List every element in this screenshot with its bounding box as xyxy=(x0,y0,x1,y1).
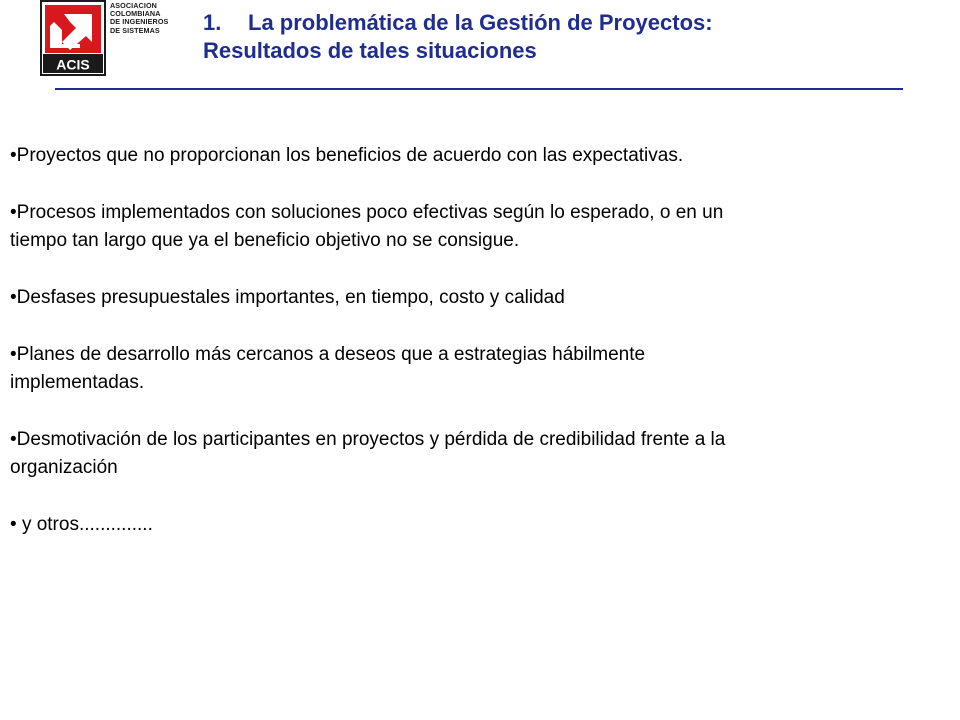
bullet-text: Procesos implementados con soluciones poco efectivas según lo esperado, o en un tiempo tan largo que ya el beneficio objetivo no se consigue. xyxy=(10,202,724,251)
bullet-item xyxy=(10,341,770,397)
bullet-marker: • xyxy=(10,145,17,166)
logo-org-line: DE SISTEMAS xyxy=(110,25,160,35)
bullet-text: Desmotivación de los participantes en proyectos y pérdida de credibilidad frente a la organización xyxy=(10,429,726,478)
bullet-list xyxy=(10,142,770,539)
title-number: 1. xyxy=(203,10,222,35)
title-divider xyxy=(55,88,903,90)
logo-org-name xyxy=(110,2,180,35)
bullet-marker: • xyxy=(10,287,17,308)
title-line-2: Resultados de tales situaciones xyxy=(203,38,537,63)
page-title xyxy=(203,9,713,65)
bullet-marker: • xyxy=(10,202,17,223)
bullet-text: Planes de desarrollo más cercanos a deseos que a estrategias hábilmente implementadas. xyxy=(10,344,646,393)
bullet-item xyxy=(10,426,770,482)
logo-org-line: DE INGENIEROS xyxy=(110,17,169,27)
acis-logo xyxy=(40,0,175,76)
bullet-text: y otros.............. xyxy=(21,514,153,535)
bullet-item xyxy=(10,142,770,170)
bullet-marker: • xyxy=(10,514,22,535)
bullet-item xyxy=(10,284,770,312)
logo-org-line: ASOCIACION xyxy=(110,1,157,10)
bullet-marker: • xyxy=(10,344,17,365)
bullet-item xyxy=(10,511,770,539)
bullet-item xyxy=(10,199,770,255)
logo-acronym: ACIS xyxy=(56,56,90,73)
acis-logo-mark xyxy=(40,0,106,76)
title-line-1: La problemática de la Gestión de Proyectos: xyxy=(248,10,713,35)
bullet-text: Proyectos que no proporcionan los beneficios de acuerdo con las expectativas. xyxy=(16,145,684,166)
bullet-marker: • xyxy=(10,429,17,450)
bullet-text: Desfases presupuestales importantes, en tiempo, costo y calidad xyxy=(16,287,565,308)
logo-org-line: COLOMBIANA xyxy=(110,9,161,19)
